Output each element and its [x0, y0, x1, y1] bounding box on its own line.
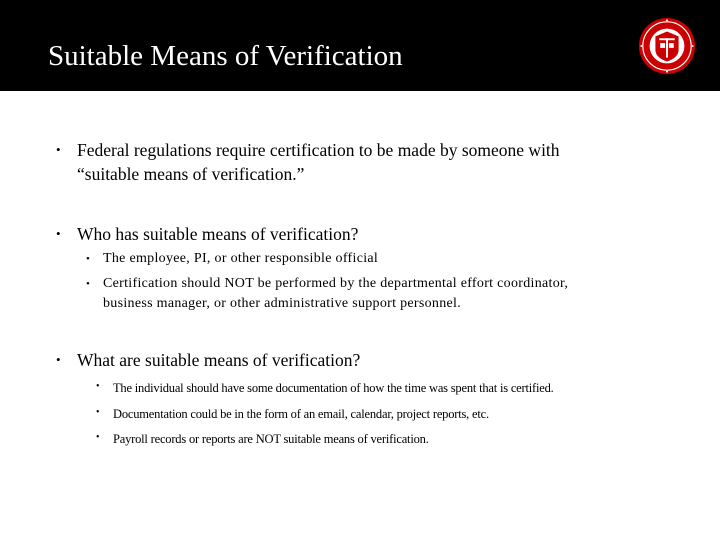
bullet-dot: •: [96, 381, 100, 392]
sub-bullet-employee: [86, 249, 379, 269]
bullet-dot: •: [96, 407, 100, 418]
sub-bullet-documentation-of-time: [96, 379, 554, 397]
bullet-dot: •: [56, 352, 61, 367]
bullet-dot: •: [56, 142, 61, 157]
bullet-text-line: Federal regulations require certification to be made by someone with: [77, 140, 560, 160]
bullet-federal-regulations: [56, 138, 560, 186]
bullet-dot: •: [96, 432, 100, 443]
sub-bullet-text: The employee, PI, or other responsible official: [103, 251, 379, 266]
bullet-what-are: [56, 348, 361, 372]
bullet-dot: •: [86, 253, 91, 265]
bullet-text: Who has suitable means of verification?: [77, 224, 359, 244]
bullet-who-has: [56, 222, 359, 246]
slide-title: Suitable Means of Verification: [48, 40, 403, 72]
sub-bullet-certification-not: [86, 274, 569, 314]
bullet-text: What are suitable means of verification?: [77, 350, 361, 370]
sub-bullet-text: Payroll records or reports are NOT suitable means of verification.: [113, 432, 429, 446]
sub-bullet-text: The individual should have some documentation of how the time was spent that is certified.: [113, 381, 554, 395]
sub-bullet-payroll-records: [96, 430, 429, 448]
sub-bullet-text-line: business manager, or other administrative support personnel.: [103, 296, 462, 311]
bullet-dot: •: [86, 278, 91, 290]
sub-bullet-text-line: Certification should NOT be performed by the departmental effort coordinator,: [103, 276, 569, 291]
bullet-text-line: “suitable means of verification.”: [77, 164, 305, 184]
bullet-dot: •: [56, 226, 61, 241]
sub-bullet-text: Documentation could be in the form of an email, calendar, project reports, etc.: [113, 407, 489, 421]
sub-bullet-documentation-form: [96, 405, 489, 423]
